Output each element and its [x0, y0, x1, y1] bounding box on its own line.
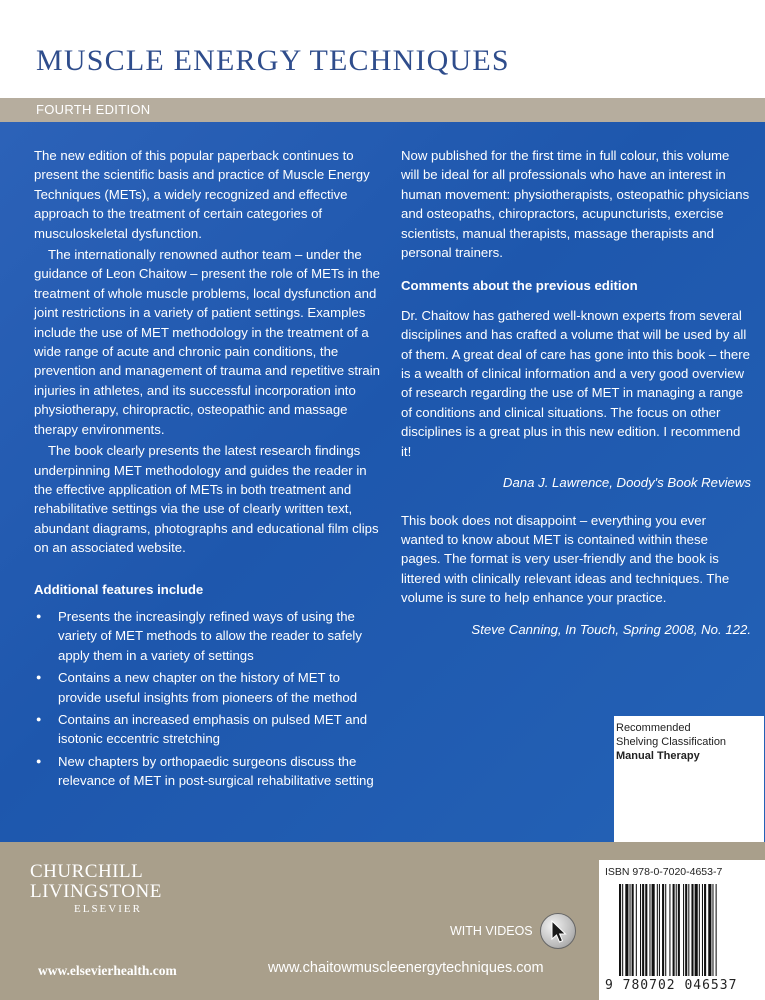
shelving-box	[614, 716, 764, 842]
cover-header	[0, 0, 765, 98]
feature-item: ● New chapters by orthopaedic surgeons discuss the relevance of MET in post-surgical rehabilitative setting	[58, 752, 386, 791]
cursor-icon	[540, 913, 576, 949]
book-website[interactable]: www.chaitowmuscleenergytechniques.com	[268, 960, 544, 976]
shelving-category: Manual Therapy	[616, 750, 700, 762]
feature-item: ● Contains a new chapter on the history of MET to provide useful insights from pioneers of the method	[58, 668, 386, 707]
book-title: MUSCLE ENERGY TECHNIQUES	[36, 44, 510, 77]
blurb-paragraph: The internationally renowned author team – under the guidance of Leon Chaitow – present the role of METs in the treatment of whole muscle problems, local dysfunction and joint restrictions in a variety of patient settings. Examples include the use of MET methodology in the treatment of a wide range of acute and chronic pain conditions, the prevention and management of trauma and repetitive strain injuries in athletes, and its successful incorporation into physiotherapy, chiropractic, osteopathic and massage therapy environments.	[34, 247, 381, 437]
right-column	[401, 146, 751, 639]
blurb-paragraph: The new edition of this popular paperback continues to present the scientific basis and practice of Muscle Energy Techniques (METs), a widely recognized and effective approach to the treatment of certain categories of musculoskeletal dysfunction.	[34, 148, 370, 241]
blurb-paragraph: The book clearly presents the latest research findings underpinning MET methodology and guides the reader in the effective application of METs in both treatment and rehabilitative settings via the use of clearly written text, abundant diagrams, photographs and educational film clips on an associated website.	[34, 443, 379, 556]
barcode-number: 9 780702 046537	[605, 978, 738, 993]
publisher-line: CHURCHILL	[30, 861, 144, 882]
review-text: Dr. Chaitow has gathered well-known experts from several disciplines and has crafted a volume that will be used by all of them. A great deal of care has gone into this book – there is a wealth of clinical information and a very good overview of research regarding the use of MET in managing a range of conditions and clinical situations. The focus on other disciplines is a great plus in this new edition. I recommend it!	[401, 307, 750, 459]
barcode-panel	[599, 860, 765, 1000]
videos-label: WITH VIDEOS	[450, 924, 533, 938]
feature-item: ● Presents the increasingly refined ways of using the variety of MET methods to allow the reader to safely apply them in a variety of settings	[58, 607, 386, 665]
intro-paragraph: Now published for the first time in full colour, this volume will be ideal for all professionals who have an interest in human movement: physiotherapists, osteopathic physicians and osteopaths, chiropractors, acupuncturists, exercise scientists, manual therapists, massage therapists and personal trainers.	[401, 148, 750, 261]
features-list	[34, 607, 386, 791]
publisher-logo	[30, 862, 162, 916]
publisher-line: LIVINGSTONE	[30, 881, 162, 902]
shelving-line: Recommended	[616, 722, 691, 734]
isbn-label: ISBN 978-0-7020-4653-7	[605, 866, 723, 878]
review-attribution: Dana J. Lawrence, Doody's Book Reviews	[502, 475, 751, 491]
review-text: This book does not disappoint – everything you ever wanted to know about MET is contained within these pages. The format is very user-friendly and the book is littered with clinically relevant ideas and techniques. The volume is sure to help enhance your practice.	[401, 512, 730, 606]
comments-heading: Comments about the previous edition	[401, 278, 638, 294]
edition-band	[0, 98, 765, 122]
publisher-imprint: ELSEVIER	[74, 903, 142, 915]
shelving-line: Shelving Classification	[616, 736, 727, 748]
feature-item: ● Contains an increased emphasis on pulsed MET and isotonic eccentric stretching	[58, 710, 386, 749]
review-attribution: Steve Canning, In Touch, Spring 2008, No. 122.	[471, 621, 751, 637]
left-column	[34, 146, 386, 794]
barcode-graphic	[619, 884, 749, 976]
features-heading: Additional features include	[34, 581, 204, 597]
edition-label: FOURTH EDITION	[36, 102, 151, 117]
publisher-website[interactable]: www.elsevierhealth.com	[38, 963, 177, 978]
